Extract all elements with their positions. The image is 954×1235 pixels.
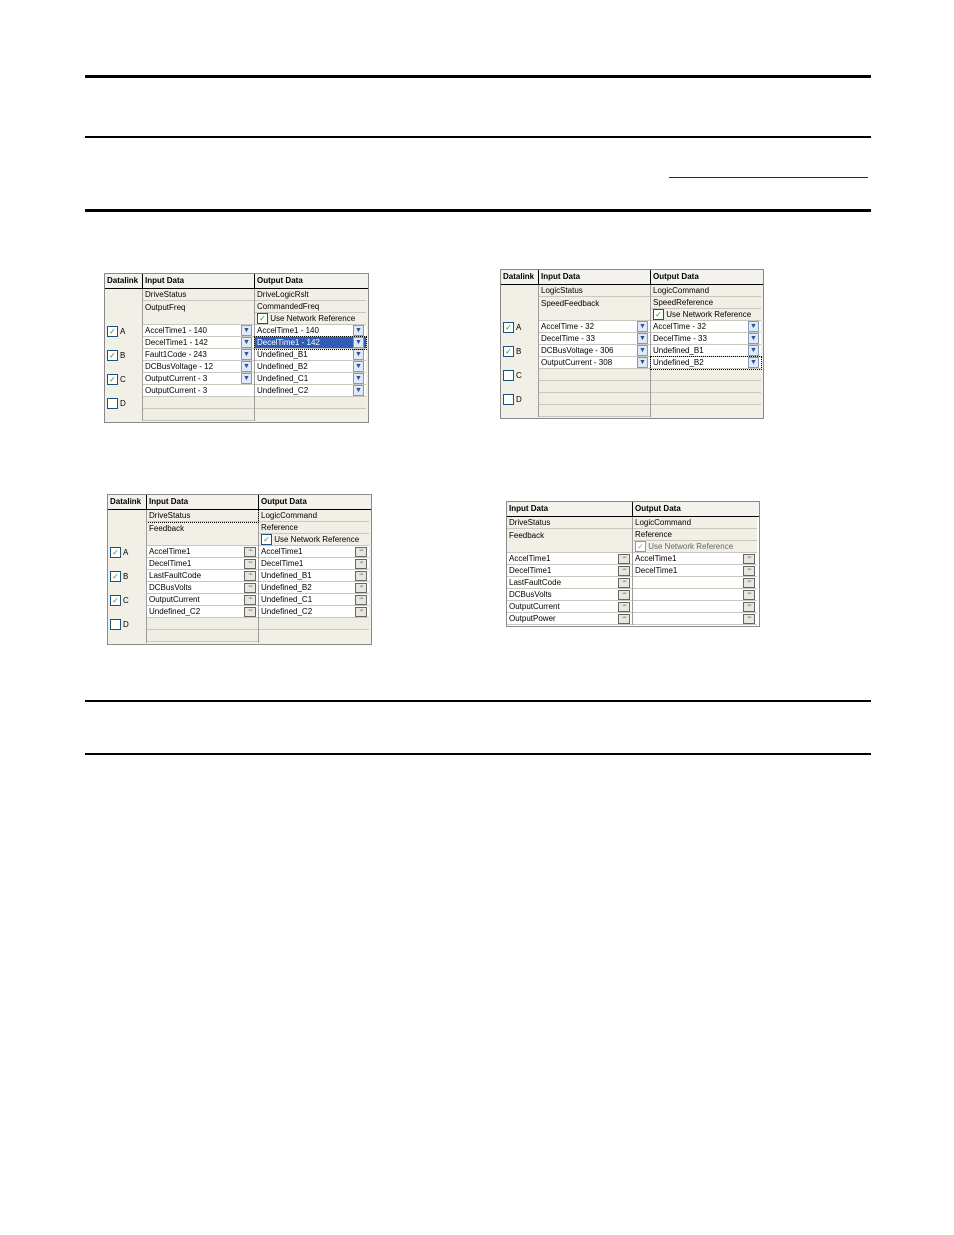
output-row[interactable]: DecelTime - 33 ▼ <box>651 333 761 345</box>
top-rule <box>85 75 871 78</box>
grid-header <box>105 274 368 289</box>
input-data-header: Input Data <box>539 270 651 284</box>
input-row[interactable]: AccelTime - 32 ▼ <box>539 321 650 333</box>
input-row[interactable]: DecelTime1 ··· <box>147 558 258 570</box>
dropdown-arrow-icon[interactable]: ▼ <box>748 321 759 332</box>
dropdown-arrow-icon[interactable]: ▼ <box>637 345 648 356</box>
empty-row <box>539 369 650 381</box>
reference-cell: Reference <box>633 529 757 541</box>
datalink-d[interactable]: D <box>503 394 522 405</box>
output-data-column <box>259 510 369 643</box>
input-row[interactable]: Fault1Code - 243 ▼ <box>143 349 254 361</box>
use-network-reference[interactable]: ✓ Use Network Reference <box>259 534 369 546</box>
dropdown-arrow-icon[interactable]: ▼ <box>241 337 252 348</box>
output-row[interactable]: Undefined_C2 ▼ <box>255 385 366 397</box>
checkbox-icon[interactable]: ✓ <box>110 571 121 582</box>
datalink-b[interactable]: ✓ B <box>110 571 128 582</box>
status-cell: LogicCommand <box>633 517 757 529</box>
input-row[interactable]: DCBusVoltage - 306 ▼ <box>539 345 650 357</box>
status-cell: DriveStatus <box>147 510 258 522</box>
input-row[interactable]: DCBusVolts ··· <box>147 582 258 594</box>
input-row[interactable]: DecelTime1 - 142 ▼ <box>143 337 254 349</box>
empty-row <box>539 393 650 405</box>
dropdown-arrow-icon[interactable]: ▼ <box>748 333 759 344</box>
ellipsis-button-icon[interactable]: ··· <box>244 571 256 581</box>
input-row[interactable]: DCBusVolts ··· <box>507 589 632 601</box>
output-row[interactable]: AccelTime1 ··· <box>259 546 369 558</box>
feedback-cell: OutputFreq <box>143 301 254 325</box>
output-row[interactable]: DecelTime1 ··· <box>259 558 369 570</box>
input-data-column <box>143 289 255 421</box>
input-row[interactable]: AccelTime1 ··· <box>147 546 258 558</box>
empty-row <box>539 381 650 393</box>
checkbox-icon[interactable]: ✓ <box>107 350 118 361</box>
datalink-column <box>105 289 143 421</box>
ellipsis-button-icon[interactable]: ··· <box>355 607 367 617</box>
ellipsis-button-icon[interactable]: ··· <box>743 554 755 564</box>
input-row[interactable]: OutputCurrent ··· <box>147 594 258 606</box>
dropdown-arrow-icon[interactable]: ▼ <box>353 361 364 372</box>
grid-header <box>507 502 759 517</box>
input-row[interactable]: DecelTime - 33 ▼ <box>539 333 650 345</box>
grid-header <box>108 495 371 510</box>
ellipsis-button-icon[interactable]: ··· <box>355 595 367 605</box>
status-cell: DriveStatus <box>507 517 632 529</box>
output-row[interactable] <box>633 601 757 613</box>
ellipsis-button-icon[interactable]: ··· <box>743 578 755 588</box>
datalink-grid-3 <box>107 494 372 645</box>
input-row[interactable]: Undefined_C2 ··· <box>147 606 258 618</box>
ellipsis-button-icon[interactable]: ··· <box>618 614 630 624</box>
checkbox-icon[interactable]: ✓ <box>503 346 514 357</box>
empty-row <box>651 369 761 381</box>
empty-row <box>143 409 254 421</box>
output-row[interactable]: DecelTime1 ··· <box>633 565 757 577</box>
dropdown-arrow-icon[interactable]: ▼ <box>353 349 364 360</box>
input-row[interactable]: AccelTime1 ··· <box>507 553 632 565</box>
output-row[interactable]: Undefined_B2 ▼ <box>651 357 761 369</box>
datalink-column <box>108 510 147 643</box>
input-data-header: Input Data <box>147 495 259 509</box>
input-row[interactable]: OutputPower ··· <box>507 613 632 625</box>
datalink-grid-4 <box>506 501 760 627</box>
rule-5 <box>85 753 871 755</box>
input-row[interactable]: OutputCurrent - 308 ▼ <box>539 357 650 369</box>
use-network-reference[interactable]: ✓ Use Network Reference <box>633 541 757 553</box>
output-data-column <box>651 285 761 417</box>
ellipsis-button-icon[interactable]: ··· <box>355 583 367 593</box>
reference-cell: CommandedFreq <box>255 301 366 313</box>
dropdown-arrow-icon[interactable]: ▼ <box>748 357 759 368</box>
empty-row <box>259 618 369 630</box>
empty-row <box>651 381 761 393</box>
dropdown-arrow-icon[interactable]: ▼ <box>353 373 364 384</box>
output-row[interactable]: Undefined_B2 ▼ <box>255 361 366 373</box>
ellipsis-button-icon[interactable]: ··· <box>743 590 755 600</box>
input-row[interactable]: DCBusVoltage - 12 ▼ <box>143 361 254 373</box>
datalink-header: Datalink <box>108 495 147 509</box>
input-data-column <box>147 510 259 643</box>
output-row[interactable]: Undefined_B1 ··· <box>259 570 369 582</box>
datalink-grid-2 <box>500 269 764 419</box>
input-row[interactable]: OutputCurrent - 3 <box>143 385 254 397</box>
checkbox-icon[interactable]: ✓ <box>503 322 514 333</box>
checkbox-icon[interactable] <box>107 398 118 409</box>
ellipsis-button-icon[interactable]: ··· <box>743 566 755 576</box>
ellipsis-button-icon[interactable]: ··· <box>743 602 755 612</box>
dropdown-arrow-icon[interactable]: ▼ <box>241 325 252 336</box>
input-row[interactable]: OutputCurrent ··· <box>507 601 632 613</box>
dropdown-arrow-icon[interactable]: ▼ <box>748 345 759 356</box>
empty-row <box>147 630 258 642</box>
checkbox-icon[interactable] <box>503 394 514 405</box>
ellipsis-button-icon[interactable]: ··· <box>355 547 367 557</box>
datalink-c[interactable]: ✓ C <box>107 374 126 385</box>
datalink-a[interactable]: ✓ A <box>503 322 521 333</box>
dropdown-arrow-icon[interactable]: ▼ <box>241 361 252 372</box>
output-row[interactable]: Undefined_C1 ··· <box>259 594 369 606</box>
dropdown-arrow-icon[interactable]: ▼ <box>637 333 648 344</box>
reference-cell: SpeedReference <box>651 297 761 309</box>
use-network-reference[interactable]: ✓ Use Network Reference <box>255 313 366 325</box>
output-data-column <box>255 289 366 421</box>
checkbox-icon[interactable]: ✓ <box>110 547 121 558</box>
datalink-column <box>501 285 539 417</box>
rule-4 <box>85 700 871 702</box>
feedback-cell: SpeedFeedback <box>539 297 650 321</box>
output-data-header: Output Data <box>261 497 307 506</box>
ellipsis-button-icon[interactable]: ··· <box>244 559 256 569</box>
ellipsis-button-icon[interactable]: ··· <box>618 578 630 588</box>
use-network-reference[interactable]: ✓ Use Network Reference <box>651 309 761 321</box>
output-row[interactable]: Undefined_B1 ▼ <box>651 345 761 357</box>
output-row[interactable] <box>633 577 757 589</box>
feedback-cell: Feedback <box>147 522 258 546</box>
dropdown-arrow-icon[interactable]: ▼ <box>353 337 364 348</box>
input-data-header: Input Data <box>507 502 633 516</box>
input-data-column <box>539 285 651 417</box>
ellipsis-button-icon[interactable]: ··· <box>743 614 755 624</box>
ellipsis-button-icon[interactable]: ··· <box>618 602 630 612</box>
status-cell: DriveStatus <box>143 289 254 301</box>
datalink-c[interactable]: C <box>503 370 522 381</box>
rule-3 <box>85 209 871 212</box>
checkbox-icon[interactable] <box>503 370 514 381</box>
dropdown-arrow-icon[interactable]: ▼ <box>241 349 252 360</box>
datalink-grid-1 <box>104 273 369 423</box>
datalink-header: Datalink <box>501 270 539 284</box>
status-cell: LogicStatus <box>539 285 650 297</box>
checkbox-icon[interactable]: ✓ <box>110 595 121 606</box>
output-row[interactable]: AccelTime - 32 ▼ <box>651 321 761 333</box>
output-data-header: Output Data <box>635 504 681 513</box>
output-row[interactable]: AccelTime1 ··· <box>633 553 757 565</box>
dropdown-arrow-icon[interactable]: ▼ <box>353 385 364 396</box>
ellipsis-button-icon[interactable]: ··· <box>355 571 367 581</box>
checkbox-icon[interactable]: ✓ <box>261 534 272 545</box>
checkbox-icon[interactable]: ✓ <box>257 313 268 324</box>
checkbox-icon[interactable]: ✓ <box>653 309 664 320</box>
input-row[interactable]: OutputCurrent - 3 ▼ <box>143 373 254 385</box>
checkbox-icon[interactable]: ✓ <box>107 326 118 337</box>
checkbox-icon[interactable] <box>110 619 121 630</box>
output-row[interactable]: Undefined_C2 ··· <box>259 606 369 618</box>
datalink-b[interactable]: ✓ B <box>107 350 125 361</box>
feedback-cell: Feedback <box>507 529 632 553</box>
checkbox-icon[interactable]: ✓ <box>107 374 118 385</box>
input-row[interactable]: LastFaultCode ··· <box>507 577 632 589</box>
empty-row <box>651 393 761 405</box>
ellipsis-button-icon[interactable]: ··· <box>244 607 256 617</box>
input-row[interactable]: LastFaultCode ··· <box>147 570 258 582</box>
rule-2 <box>85 136 871 138</box>
checkbox-icon[interactable]: ✓ <box>635 541 646 552</box>
input-row[interactable]: DecelTime1 ··· <box>507 565 632 577</box>
dropdown-arrow-icon[interactable]: ▼ <box>241 373 252 384</box>
datalink-b[interactable]: ✓ B <box>503 346 521 357</box>
datalink-header: Datalink <box>105 274 143 288</box>
datalink-a[interactable]: ✓ A <box>110 547 128 558</box>
ellipsis-button-icon[interactable]: ··· <box>244 583 256 593</box>
status-cell: LogicCommand <box>651 285 761 297</box>
output-row[interactable]: Undefined_B2 ··· <box>259 582 369 594</box>
ellipsis-button-icon[interactable]: ··· <box>618 590 630 600</box>
ellipsis-button-icon[interactable]: ··· <box>618 554 630 564</box>
ellipsis-button-icon[interactable]: ··· <box>618 566 630 576</box>
output-row[interactable]: Undefined_C1 ▼ <box>255 373 366 385</box>
input-row[interactable]: AccelTime1 - 140 ▼ <box>143 325 254 337</box>
empty-row <box>143 397 254 409</box>
output-data-header: Output Data <box>257 276 303 285</box>
status-cell: LogicCommand <box>259 510 369 522</box>
ellipsis-button-icon[interactable]: ··· <box>244 595 256 605</box>
input-data-header: Input Data <box>143 274 255 288</box>
datalink-a[interactable]: ✓ A <box>107 326 125 337</box>
reference-cell: Reference <box>259 522 369 534</box>
hyperlink-underline[interactable] <box>669 177 868 178</box>
output-row[interactable]: Undefined_B1 ▼ <box>255 349 366 361</box>
output-row[interactable] <box>633 613 757 625</box>
output-data-column <box>633 517 757 625</box>
dropdown-arrow-icon[interactable]: ▼ <box>637 321 648 332</box>
ellipsis-button-icon[interactable]: ··· <box>244 547 256 557</box>
empty-row <box>539 405 650 417</box>
dropdown-arrow-icon[interactable]: ▼ <box>353 325 364 336</box>
status-cell: DriveLogicRslt <box>255 289 366 301</box>
ellipsis-button-icon[interactable]: ··· <box>355 559 367 569</box>
datalink-d[interactable]: D <box>110 619 129 630</box>
output-row[interactable] <box>633 589 757 601</box>
datalink-d[interactable]: D <box>107 398 126 409</box>
empty-row <box>147 618 258 630</box>
input-data-column <box>507 517 633 625</box>
dropdown-arrow-icon[interactable]: ▼ <box>637 357 648 368</box>
datalink-c[interactable]: ✓ C <box>110 595 129 606</box>
output-row[interactable]: AccelTime1 - 140 ▼ <box>255 325 366 337</box>
output-data-header: Output Data <box>653 272 699 281</box>
grid-header <box>501 270 763 285</box>
output-row-selected[interactable]: DecelTime1 - 142 ▼ <box>255 337 366 349</box>
empty-row <box>255 397 366 409</box>
